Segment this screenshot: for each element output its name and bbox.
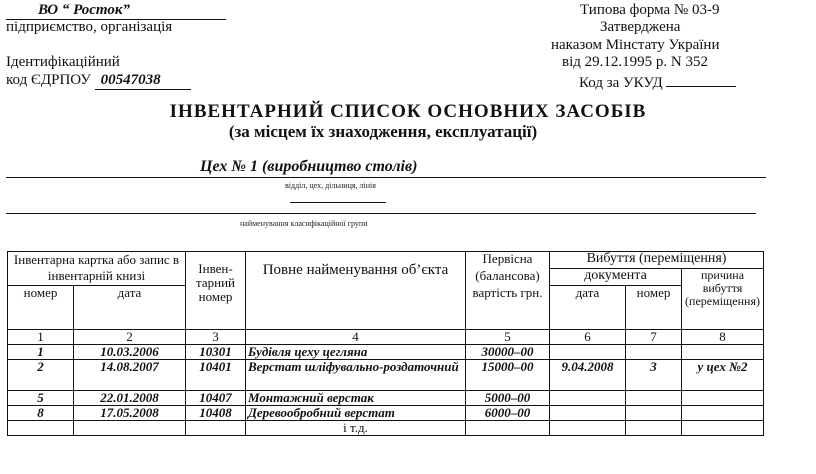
cell-name: Верстат шліфувально-роздаточний: [246, 360, 466, 391]
header-object-name: Повне найменування об’єкта: [246, 252, 466, 330]
cell-date: 14.08.2007: [74, 360, 186, 391]
group-line: [6, 213, 756, 214]
header-card: Інвентарна картка або запис в інвентарній книзі: [8, 252, 186, 286]
col-num: 2: [74, 330, 186, 345]
header-cost-2: (балансова): [466, 269, 550, 286]
form-approved: Затверджена: [600, 19, 681, 35]
header-doc-date: дата: [550, 286, 626, 330]
empty-cell: [682, 421, 764, 436]
cell-doc-num: [626, 345, 682, 360]
header-doc-number: номер: [626, 286, 682, 330]
cell-date: 10.03.2006: [74, 345, 186, 360]
cell-name: Монтажний верстак: [246, 391, 466, 406]
document-subtitle: (за місцем їх знаходження, експлуатації): [228, 122, 538, 141]
document-title: ІНВЕНТАРНИЙ СПИСОК ОСНОВНИХ ЗАСОБІВ: [169, 101, 647, 122]
header-cost-3: вартість грн.: [466, 286, 550, 330]
cell-date: 22.01.2008: [74, 391, 186, 406]
ukud-line: [579, 72, 736, 92]
cell-num: 2: [8, 360, 74, 391]
ukud-field: [666, 72, 736, 87]
col-num: 4: [246, 330, 466, 345]
cell-reason: [682, 345, 764, 360]
section-value: Цех № 1 (виробництво столів): [200, 158, 418, 175]
org-name: ВО “ Росток”: [38, 2, 130, 18]
cell-date: 17.05.2008: [74, 406, 186, 421]
cell-doc-num: [626, 391, 682, 406]
column-numbers-row: [8, 330, 764, 345]
group-short-line: [290, 202, 386, 203]
cell-doc-num: [626, 406, 682, 421]
cell-doc-date: [550, 391, 626, 406]
cell-cost: 15000–00: [466, 360, 550, 391]
group-caption: найменування класифікаційної групи: [240, 219, 368, 228]
empty-cell: [186, 421, 246, 436]
cell-num: 1: [8, 345, 74, 360]
cell-num: 8: [8, 406, 74, 421]
edrpou-line: [6, 72, 191, 90]
cell-doc-num: 3: [626, 360, 682, 391]
header-reason-2: вибуття (переміщення): [685, 281, 760, 308]
col-num: 3: [186, 330, 246, 345]
cell-reason: [682, 406, 764, 421]
cell-reason: [682, 391, 764, 406]
cell-name: Деревообробний верстат: [246, 406, 466, 421]
header-inv-number: Інвен-тарний номер: [186, 252, 246, 330]
col-num: 1: [8, 330, 74, 345]
cell-doc-date: [550, 406, 626, 421]
cell-inv: 10401: [186, 360, 246, 391]
empty-cell: [466, 421, 550, 436]
table-row: [8, 406, 764, 421]
empty-cell: [74, 421, 186, 436]
empty-cell: [550, 421, 626, 436]
empty-cell: [8, 421, 74, 436]
col-num: 7: [626, 330, 682, 345]
cell-cost: 30000–00: [466, 345, 550, 360]
cell-name: Будівля цеху цегляна: [246, 345, 466, 360]
col-num: 8: [682, 330, 764, 345]
section-underline: [6, 177, 766, 178]
table-row: [8, 360, 764, 391]
cell-cost: 6000–00: [466, 406, 550, 421]
empty-cell: [626, 421, 682, 436]
header-cost-1: Первісна: [466, 252, 550, 269]
edrpou-value: 00547038: [100, 72, 161, 88]
id-label: Ідентифікаційний: [6, 54, 120, 70]
form-number: Типова форма № 03-9: [580, 2, 720, 18]
table-row: [8, 345, 764, 360]
cell-cost: 5000–00: [466, 391, 550, 406]
cell-reason: у цех №2: [682, 360, 764, 391]
header-reason: [682, 269, 764, 330]
edrpou-label: код ЄДРПОУ: [6, 72, 91, 88]
col-num: 6: [550, 330, 626, 345]
cell-inv: 10408: [186, 406, 246, 421]
cell-doc-date: [550, 345, 626, 360]
header-disposal: Вибуття (переміщення): [550, 252, 764, 269]
ukud-label: Код за УКУД: [579, 75, 663, 91]
form-date: від 29.12.1995 р. N 352: [562, 54, 708, 70]
section-caption: відділ, цех, дільниця, лінія: [285, 181, 376, 190]
form-order: наказом Мінстату України: [551, 37, 720, 53]
org-name-line: [6, 2, 226, 20]
header-document: документа: [550, 269, 682, 286]
header-number: номер: [8, 286, 74, 330]
inventory-table: [7, 251, 764, 436]
cell-inv: 10301: [186, 345, 246, 360]
cell-num: 5: [8, 391, 74, 406]
cell-etc: і т.д.: [246, 421, 466, 436]
org-caption: підприємство, організація: [6, 19, 173, 35]
header-date: дата: [74, 286, 186, 330]
col-num: 5: [466, 330, 550, 345]
table-row-etc: [8, 421, 764, 436]
table-row: [8, 391, 764, 406]
cell-doc-date: 9.04.2008: [550, 360, 626, 391]
cell-inv: 10407: [186, 391, 246, 406]
header-reason-1: причина: [700, 268, 745, 282]
